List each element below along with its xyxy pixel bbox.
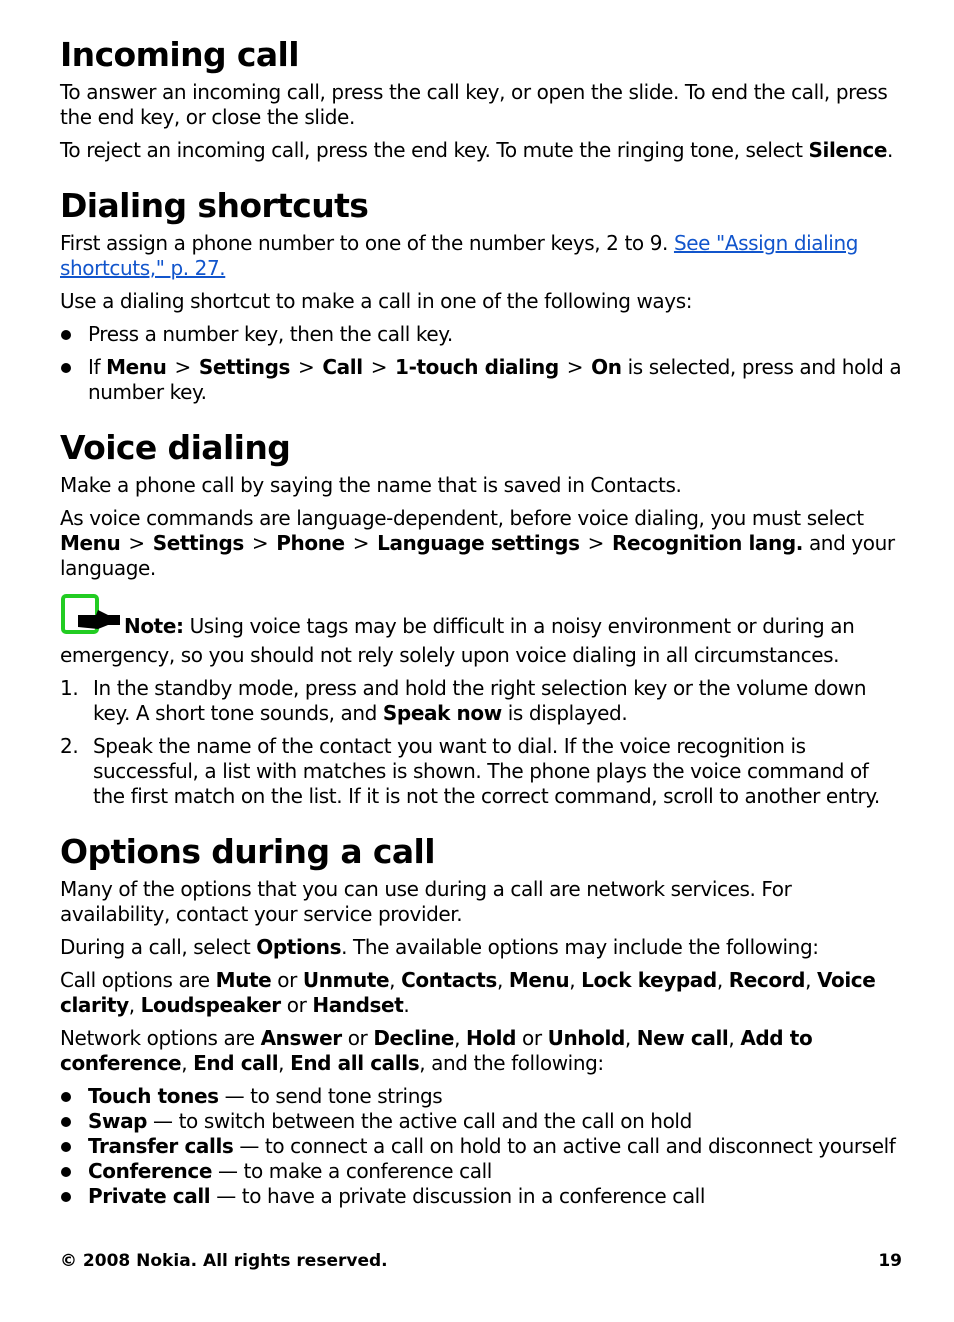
text: , bbox=[454, 1026, 466, 1050]
option-term: Decline bbox=[373, 1026, 455, 1050]
menu-path-item: Phone bbox=[276, 531, 345, 555]
menu-path-separator: > bbox=[352, 531, 370, 555]
menu-path-item: Settings bbox=[152, 531, 244, 555]
text: Press a number key, then the call key. bbox=[88, 322, 453, 346]
text: , bbox=[805, 968, 818, 992]
option-term: Menu bbox=[508, 968, 570, 992]
text: Call options are bbox=[60, 968, 216, 992]
option-term: Loudspeaker bbox=[140, 993, 281, 1017]
paragraph-network-options bbox=[60, 1026, 906, 1076]
list-item bbox=[60, 1084, 906, 1109]
menu-path-item: Menu bbox=[60, 531, 121, 555]
text: Network options are bbox=[60, 1026, 261, 1050]
page-number: 19 bbox=[878, 1251, 902, 1271]
menu-path-separator: > bbox=[370, 355, 388, 379]
copyright-notice: © 2008 Nokia. All rights reserved. bbox=[60, 1251, 388, 1271]
text: . bbox=[403, 993, 410, 1017]
list-item bbox=[60, 1184, 906, 1209]
list-item bbox=[60, 322, 906, 347]
option-term: Record bbox=[728, 968, 806, 992]
menu-path-separator: > bbox=[566, 355, 584, 379]
text: Speak the name of the contact you want to dial. If the voice recognition is successful, a list with matches is shown. The phone plays the voice command of the first match on the list. If it is not the correct command, scroll to another entry. bbox=[93, 734, 880, 808]
menu-path-separator: > bbox=[251, 531, 269, 555]
option-description: — to make a conference call bbox=[212, 1159, 492, 1183]
text: or bbox=[280, 993, 313, 1017]
heading-voice-dialing: Voice dialing bbox=[60, 428, 291, 467]
text: . The available options may include the following: bbox=[341, 935, 819, 959]
option-term: End call bbox=[193, 1051, 279, 1075]
option-term: Voice clarity bbox=[60, 968, 876, 1017]
option-term: Transfer calls bbox=[88, 1134, 234, 1158]
menu-term-silence: Silence bbox=[808, 138, 888, 162]
text: or bbox=[341, 1026, 374, 1050]
text: , bbox=[624, 1026, 637, 1050]
option-term: Touch tones bbox=[88, 1084, 219, 1108]
text: and your language. bbox=[60, 531, 895, 580]
menu-term-options: Options bbox=[256, 935, 342, 959]
text: , bbox=[569, 968, 582, 992]
text: First assign a phone number to one of the number keys, 2 to 9. bbox=[60, 231, 674, 255]
option-description: — to have a private discussion in a conference call bbox=[210, 1184, 705, 1208]
option-term: Conference bbox=[88, 1159, 213, 1183]
text: , bbox=[389, 968, 402, 992]
text: If bbox=[88, 355, 107, 379]
document-page bbox=[60, 34, 906, 1209]
list-item bbox=[60, 676, 906, 726]
option-description: — to send tone strings bbox=[218, 1084, 443, 1108]
paragraph-network-services: Many of the options that you can use during a call are network services. For availability, contact your service provider. bbox=[60, 877, 792, 926]
list-item bbox=[60, 1134, 906, 1159]
option-description: — to connect a call on hold to an active call and disconnect yourself bbox=[233, 1134, 896, 1158]
list-item bbox=[60, 1159, 906, 1184]
page-footer bbox=[60, 1250, 902, 1272]
option-term: Mute bbox=[215, 968, 272, 992]
option-term: Answer bbox=[260, 1026, 342, 1050]
option-term: Swap bbox=[88, 1109, 148, 1133]
paragraph-shortcut-ways: Use a dialing shortcut to make a call in one of the following ways: bbox=[60, 289, 693, 313]
option-term: Hold bbox=[465, 1026, 517, 1050]
note-text: Using voice tags may be difficult in a noisy environment or during an emergency, so you should not rely solely upon voice dialing in all circumstances. bbox=[60, 614, 855, 667]
text: , bbox=[716, 968, 729, 992]
option-term: Add to conference bbox=[60, 1026, 813, 1075]
menu-path-item: Recognition lang. bbox=[611, 531, 803, 555]
text: To reject an incoming call, press the end key. To mute the ringing tone, select bbox=[60, 138, 809, 162]
text: . bbox=[887, 138, 893, 162]
menu-path-item: Language settings bbox=[377, 531, 580, 555]
menu-path-separator: > bbox=[587, 531, 604, 555]
text: In the standby mode, press and hold the right selection key or the volume down key. A short tone sounds, and bbox=[93, 676, 867, 725]
link-assign-dialing-shortcuts[interactable]: See "Assign dialing shortcuts," p. 27. bbox=[60, 231, 859, 280]
text: or bbox=[516, 1026, 548, 1050]
paragraph-language-settings bbox=[60, 506, 906, 581]
text: , bbox=[278, 1051, 291, 1075]
menu-path-separator: > bbox=[174, 355, 191, 379]
option-term: Unhold bbox=[547, 1026, 625, 1050]
list-item bbox=[60, 355, 906, 405]
text: As voice commands are language-dependent, before voice dialing, you must select bbox=[60, 506, 864, 530]
text: , bbox=[496, 968, 509, 992]
option-term: Lock keypad bbox=[581, 968, 717, 992]
paragraph-select-options bbox=[60, 935, 906, 960]
menu-path-separator: > bbox=[128, 531, 145, 555]
voice-dialing-steps bbox=[60, 676, 906, 809]
list-item bbox=[60, 1109, 906, 1134]
paragraph-voice-intro: Make a phone call by saying the name that is saved in Contacts. bbox=[60, 473, 682, 497]
heading-incoming-call: Incoming call bbox=[60, 35, 299, 74]
note-hand-icon bbox=[60, 593, 120, 643]
heading-dialing-shortcuts: Dialing shortcuts bbox=[60, 186, 369, 225]
option-description: — to switch between the active call and the call on hold bbox=[147, 1109, 692, 1133]
text: , bbox=[128, 993, 141, 1017]
option-term: Unmute bbox=[302, 968, 390, 992]
text: , bbox=[181, 1051, 194, 1075]
menu-path-item: Menu bbox=[106, 355, 167, 379]
heading-options-during-call: Options during a call bbox=[60, 832, 435, 871]
menu-path-item: 1-touch dialing bbox=[395, 355, 559, 379]
text: or bbox=[271, 968, 303, 992]
menu-path-item: Settings bbox=[198, 355, 291, 379]
shortcut-ways-list bbox=[60, 322, 906, 405]
paragraph-answer-call: To answer an incoming call, press the call key, or open the slide. To end the call, press the end key, or close the slide. bbox=[60, 80, 888, 129]
note-box bbox=[60, 593, 906, 668]
step-number: 1. bbox=[60, 676, 79, 700]
text: , bbox=[728, 1026, 741, 1050]
list-item bbox=[60, 734, 906, 809]
text: is selected, press and hold a number key. bbox=[88, 355, 902, 404]
menu-path-item: Call bbox=[322, 355, 363, 379]
step-number: 2. bbox=[60, 734, 79, 758]
option-term: Handset bbox=[312, 993, 404, 1017]
note-label: Note: bbox=[124, 614, 184, 638]
paragraph-assign-shortcut bbox=[60, 231, 906, 281]
menu-path-item: On bbox=[591, 355, 622, 379]
text: During a call, select bbox=[60, 935, 257, 959]
option-term: New call bbox=[636, 1026, 729, 1050]
paragraph-call-options bbox=[60, 968, 906, 1018]
option-term: End all calls bbox=[290, 1051, 420, 1075]
text: , and the following: bbox=[419, 1051, 604, 1075]
menu-term-speak-now: Speak now bbox=[382, 701, 502, 725]
paragraph-reject-call bbox=[60, 138, 906, 163]
text: is displayed. bbox=[501, 701, 628, 725]
option-term: Contacts bbox=[401, 968, 497, 992]
network-options-list bbox=[60, 1084, 906, 1209]
menu-path-separator: > bbox=[298, 355, 315, 379]
option-term: Private call bbox=[88, 1184, 211, 1208]
